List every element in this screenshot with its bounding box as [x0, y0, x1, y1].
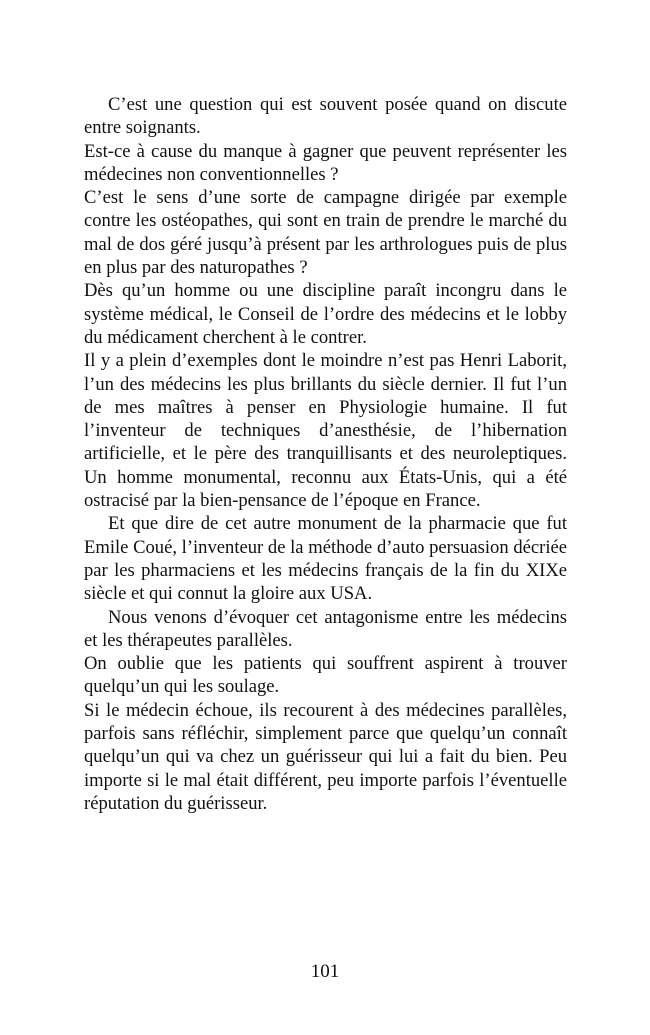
paragraph: Si le médecin échoue, ils recourent à des médecines parallèles, parfois sans réfléchir, simplement parce que quelqu’un connaît quelqu’un qui va chez un guérisseur qui lui a fait du bien. Peu importe si le mal était différent, peu importe parfois l’éventuelle réputation du guérisseur.: [84, 699, 567, 814]
paragraph: C’est le sens d’une sorte de campagne dirigée par exemple contre les ostéopathes, qui sont en train de prendre le marché du mal de dos géré jusqu’à présent par les arthrologues puis de plus en plus par des naturopathes ?: [84, 187, 567, 279]
paragraph: Dès qu’un homme ou une discipline paraît incongru dans le système médical, le Conseil de l’ordre des médecins et le lobby du médicament cherchent à le contrer.: [84, 280, 567, 348]
paragraph: On oublie que les patients qui souffrent aspirent à trouver quelqu’un qui les soulage.: [84, 653, 567, 698]
paragraph: Nous venons d’évoquer cet antagonisme entre les médecins et les thérapeutes parallèles.: [84, 606, 567, 651]
page-number: 101: [310, 961, 340, 982]
page-body-text: [84, 93, 567, 815]
paragraph: C’est une question qui est souvent posée quand on discute entre soignants.: [84, 94, 567, 139]
paragraph: Il y a plein d’exemples dont le moindre n’est pas Henri Laborit, l’un des médecins les plus brillants du siècle dernier. Il fut l’un de mes maîtres à penser en Physiologie humaine. Il fut l’inventeur de techniques d’anesthésie, de l’hibernation artificielle, et le père des tranquillisants et des neuroleptiques. Un homme monumental, reconnu aux États-Unis, qui a été ostracisé par la bien-pensance de l’époque en France.: [84, 350, 567, 512]
paragraph: Est-ce à cause du manque à gagner que peuvent représenter les médecines non conventionnelles ?: [84, 140, 567, 185]
paragraph: Et que dire de cet autre monument de la pharmacie que fut Emile Coué, l’inventeur de la méthode d’auto persuasion décriée par les pharmaciens et les médecins français de la fin du XIXe siècle et qui connut la gloire aux USA.: [84, 513, 567, 605]
